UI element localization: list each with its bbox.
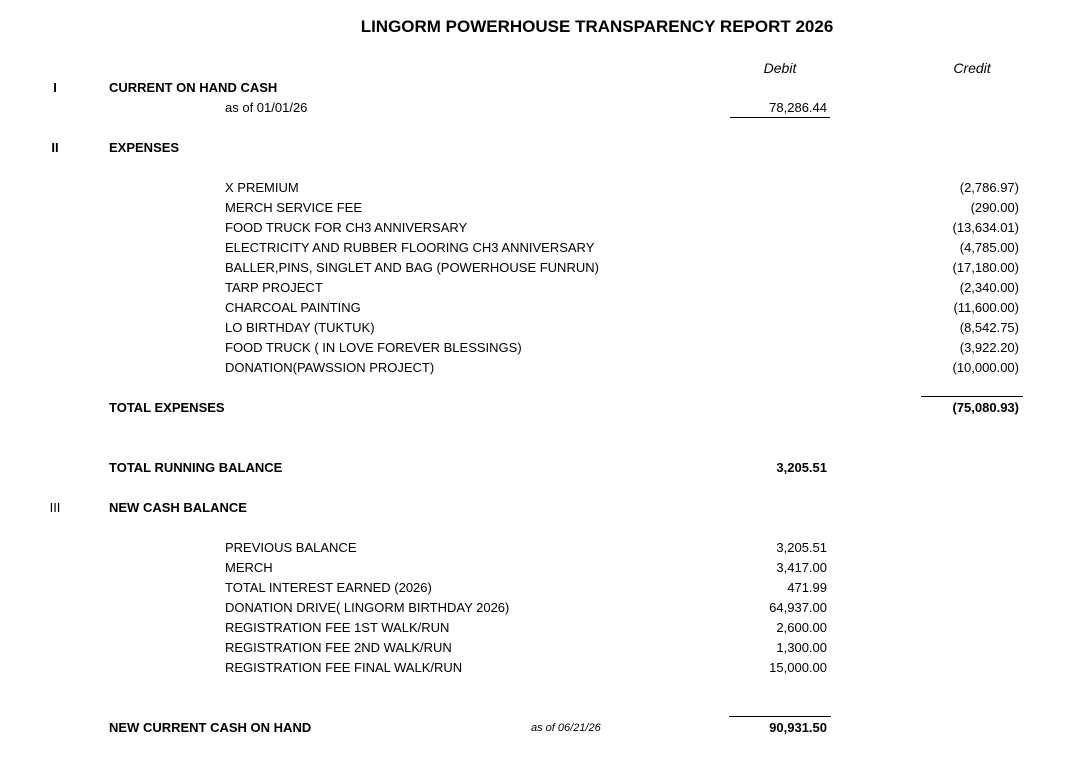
expense-label: X PREMIUM [225,180,299,195]
expense-label: CHARCOAL PAINTING [225,300,361,315]
as-of-date-end: as of 06/21/26 [531,722,601,734]
expense-label: BALLER,PINS, SINGLET AND BAG (POWERHOUSE FUNRUN) [225,260,599,275]
expense-amount: (290.00) [970,200,1019,215]
section-heading-new-cash-balance: NEW CASH BALANCE [109,500,247,515]
income-amount: 2,600.00 [776,620,827,635]
expense-label: FOOD TRUCK ( IN LOVE FOREVER BLESSINGS) [225,340,522,355]
section-heading-expenses: EXPENSES [109,140,180,155]
section-numeral-1: I [53,80,57,95]
report-title: LINGORM POWERHOUSE TRANSPARENCY REPORT 2026 [360,17,834,36]
income-label: TOTAL INTEREST EARNED (2026) [225,580,432,595]
total-expenses-label: TOTAL EXPENSES [109,400,225,415]
income-label: DONATION DRIVE( LINGORM BIRTHDAY 2026) [225,600,510,615]
income-label: MERCH [225,560,273,575]
income-amount: 3,417.00 [776,560,827,575]
income-amount: 3,205.51 [776,540,827,555]
expense-amount: (4,785.00) [959,240,1019,255]
expense-amount: (8,542.75) [959,320,1019,335]
income-amount: 64,937.00 [769,600,827,615]
income-label: REGISTRATION FEE FINAL WALK/RUN [225,660,463,675]
final-total-rule [729,716,831,717]
expense-amount: (17,180.00) [952,260,1019,275]
income-amount: 471.99 [787,580,827,595]
new-cash-on-hand-amount: 90,931.50 [769,720,827,735]
expense-amount: (10,000.00) [952,360,1019,375]
expense-amount: (11,600.00) [953,300,1019,315]
total-rule [921,396,1023,397]
expense-amount: (13,634.01) [952,220,1019,235]
credit-column-header: Credit [953,60,991,76]
starting-cash-amount: 78,286.44 [769,100,827,115]
income-label: REGISTRATION FEE 1ST WALK/RUN [225,620,450,635]
debit-column-header: Debit [763,60,797,76]
expense-label: LO BIRTHDAY (TUKTUK) [225,320,375,335]
income-label: REGISTRATION FEE 2ND WALK/RUN [225,640,452,655]
income-amount: 1,300.00 [776,640,827,655]
section-numeral-2: II [51,140,59,155]
new-cash-on-hand-label: NEW CURRENT CASH ON HAND [109,720,312,735]
expense-label: DONATION(PAWSSION PROJECT) [225,360,435,375]
expense-amount: (2,340.00) [959,280,1019,295]
as-of-date-start: as of 01/01/26 [225,100,308,115]
section-heading-current-cash: CURRENT ON HAND CASH [109,80,278,95]
expense-amount: (2,786.97) [959,180,1019,195]
expense-label: FOOD TRUCK FOR CH3 ANNIVERSARY [225,220,468,235]
expense-label: ELECTRICITY AND RUBBER FLOORING CH3 ANNIVERSARY [225,240,595,255]
running-balance-label: TOTAL RUNNING BALANCE [109,460,283,475]
running-balance-amount: 3,205.51 [776,460,827,475]
income-amount: 15,000.00 [769,660,827,675]
income-label: PREVIOUS BALANCE [225,540,357,555]
total-expenses-amount: (75,080.93) [952,400,1019,415]
underline-rule [730,117,830,118]
expense-amount: (3,922.20) [959,340,1019,355]
expense-label: TARP PROJECT [225,280,323,295]
section-numeral-3: III [49,500,61,515]
expense-label: MERCH SERVICE FEE [225,200,363,215]
